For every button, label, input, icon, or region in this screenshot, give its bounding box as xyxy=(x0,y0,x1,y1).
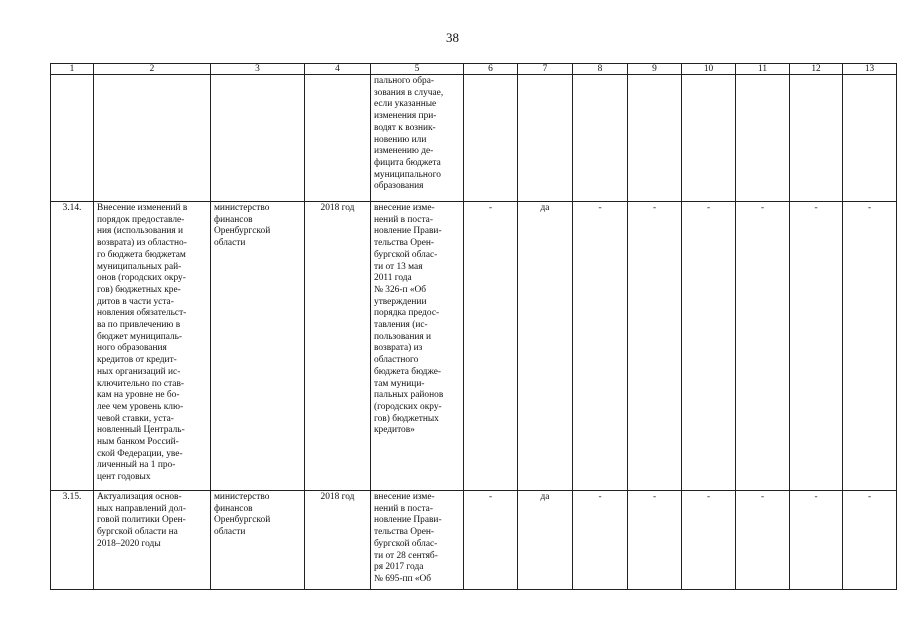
col-9-cell xyxy=(628,75,682,202)
item-number-cell: 3.15. xyxy=(51,491,94,590)
col-11-cell: - xyxy=(736,491,790,590)
column-number-cell: 2 xyxy=(94,64,211,75)
col-6-cell: - xyxy=(464,491,518,590)
col-12-cell: - xyxy=(790,202,843,491)
measure-cell xyxy=(94,75,211,202)
column-number-cell: 4 xyxy=(305,64,371,75)
col-6-cell: - xyxy=(464,202,518,491)
col-6-cell xyxy=(464,75,518,202)
col-9-cell: - xyxy=(628,491,682,590)
column-number-cell: 12 xyxy=(790,64,843,75)
col-7-cell xyxy=(518,75,573,202)
result-cell: внесение изме- нений в поста- новление Прави- тельства Орен- бургской облас- ти от 13 мая 2011 года № 326-п «Об утверждении порядка предос- тавления (ис- пользования и возврата) из областного бюджета бюдже- там муници- пальных районов (городских окру- гов) бюджетных кредитов» xyxy=(371,202,464,491)
col-10-cell xyxy=(682,75,736,202)
column-number-row xyxy=(51,64,897,75)
table-row-3-15 xyxy=(51,491,897,590)
column-number-cell: 3 xyxy=(211,64,305,75)
table-row-continuation xyxy=(51,75,897,202)
item-number-cell xyxy=(51,75,94,202)
result-cell: внесение изме- нений в поста- новление Прави- тельства Орен- бургской облас- ти от 28 сентяб- ря 2017 года № 695-пп «Об xyxy=(371,491,464,590)
column-number-cell: 8 xyxy=(573,64,628,75)
executor-cell: министерство финансов Оренбургской области xyxy=(211,491,305,590)
col-11-cell xyxy=(736,75,790,202)
deadline-cell: 2018 год xyxy=(305,491,371,590)
plan-table xyxy=(50,63,897,590)
item-number-cell: 3.14. xyxy=(51,202,94,491)
column-number-cell: 11 xyxy=(736,64,790,75)
column-number-cell: 5 xyxy=(371,64,464,75)
column-number-cell: 13 xyxy=(843,64,897,75)
col-11-cell: - xyxy=(736,202,790,491)
col-10-cell: - xyxy=(682,491,736,590)
executor-cell xyxy=(211,75,305,202)
page-number: 38 xyxy=(446,30,459,45)
column-number-cell: 7 xyxy=(518,64,573,75)
col-8-cell xyxy=(573,75,628,202)
col-12-cell xyxy=(790,75,843,202)
col-13-cell xyxy=(843,75,897,202)
deadline-cell xyxy=(305,75,371,202)
col-7-cell: да xyxy=(518,202,573,491)
table-row-3-14 xyxy=(51,202,897,491)
col-12-cell: - xyxy=(790,491,843,590)
deadline-cell: 2018 год xyxy=(305,202,371,491)
measure-cell: Внесение изменений в порядок предоставле- ния (использования и возврата) из областно- го бюджета бюджетам муниципальных рай- онов (городских окру- гов) бюджетных кре- дитов в части уста- новления обязательст- ва по привлечению в бюджет муниципаль- ного образования кредитов от кредит- ных организаций ис- ключительно по став- кам на уровне не бо- лее чем уровень клю- чевой ставки, уста- новленный Централь- ным банком Россий- ской Федерации, уве- личенный на 1 про- цент годовых xyxy=(94,202,211,491)
col-9-cell: - xyxy=(628,202,682,491)
result-cell: пального обра- зования в случае, если указанные изменения при- водят к возник- новению или изменению де- фицита бюджета муниципального образования xyxy=(371,75,464,202)
col-13-cell: - xyxy=(843,491,897,590)
col-8-cell: - xyxy=(573,202,628,491)
column-number-cell: 9 xyxy=(628,64,682,75)
col-13-cell: - xyxy=(843,202,897,491)
column-number-cell: 1 xyxy=(51,64,94,75)
col-7-cell: да xyxy=(518,491,573,590)
col-10-cell: - xyxy=(682,202,736,491)
executor-cell: министерство финансов Оренбургской области xyxy=(211,202,305,491)
column-number-cell: 6 xyxy=(464,64,518,75)
col-8-cell: - xyxy=(573,491,628,590)
column-number-cell: 10 xyxy=(682,64,736,75)
measure-cell: Актуализация основ- ных направлений дол- говой политики Орен- бургской области на 2018–2020 годы xyxy=(94,491,211,590)
